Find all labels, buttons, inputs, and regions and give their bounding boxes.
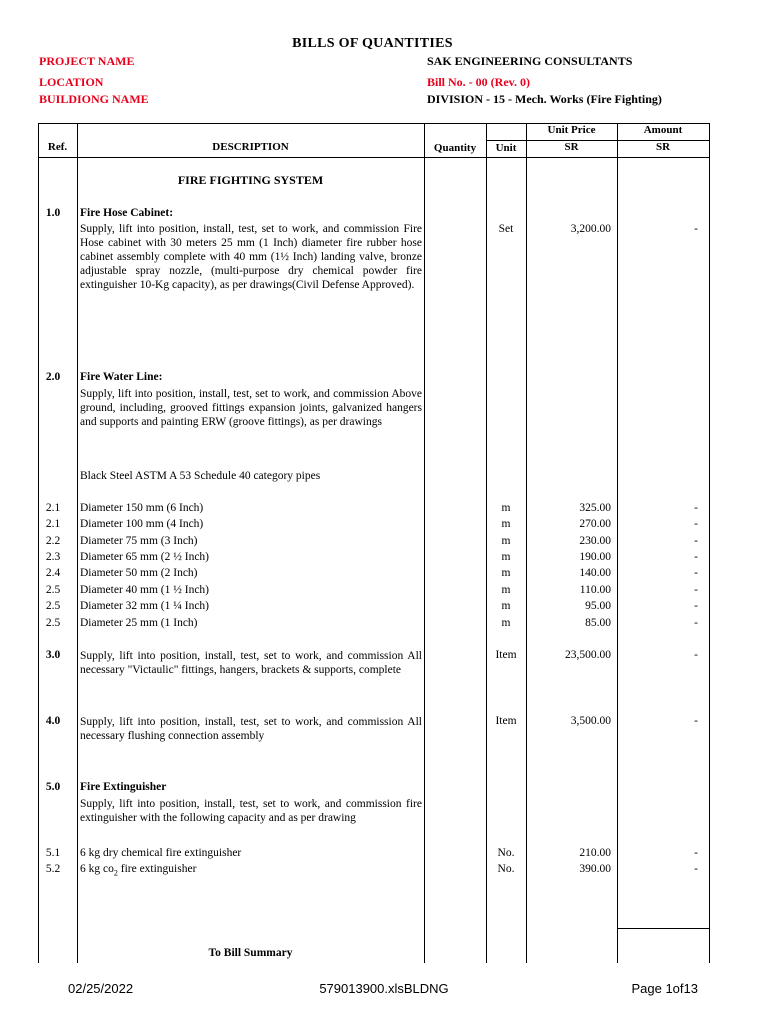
pipe-row-amount: - [694,617,698,629]
item-4-amount: - [694,715,698,727]
col-quantity: Quantity [433,142,477,154]
pipe-row-unit: m [501,617,511,629]
pipe-row-ref: 2.1 [45,518,61,530]
pipe-row-price: 110.00 [579,584,611,596]
pipe-row-amount: - [694,502,698,514]
pipe-row-ref: 2.1 [45,502,61,514]
item-5-2-desc-post: fire extinguisher [117,863,197,875]
item-2-description: Supply, lift into position, install, test, set to work, and commission Above ground, including, grooved fittings expansion joints, galvanized hangers and supports and painting ERW (groove fittings), as per drawings [80,388,422,428]
pipe-row-amount: - [694,567,698,579]
location-label: LOCATION [39,75,104,89]
item-5-2-desc-sub: 2 [113,868,118,878]
pipe-row-ref: 2.4 [45,567,61,579]
col-description: DESCRIPTION [212,141,289,153]
pipe-row-ref: 2.5 [45,600,61,612]
item-4-unit: Item [495,715,517,727]
pipe-row-desc: Diameter 50 mm (2 Inch) [80,567,198,579]
item-1-ref: 1.0 [45,207,61,219]
item-4-description: Supply, lift into position, install, test, set to work, and commission All necessary flushing connection assembly [80,716,422,742]
col-amount: Amount [643,124,683,136]
col-unit-price-currency: SR [564,141,579,153]
consultant-name: SAK ENGINEERING CONSULTANTS [427,54,633,68]
pipe-row-unit: m [501,502,511,514]
bill-number: Bill No. - 00 (Rev. 0) [427,75,530,89]
item-3-ref: 3.0 [45,649,61,661]
to-bill-summary: To Bill Summary [208,947,293,959]
project-name-label: PROJECT NAME [39,54,135,68]
pipe-row-desc: Diameter 150 mm (6 Inch) [80,502,204,514]
item-5-description: Supply, lift into position, install, test, set to work, and commission fire extinguisher with the following capacity and as per drawing [80,798,422,824]
pipe-row-desc: Diameter 75 mm (3 Inch) [80,535,198,547]
item-2-ref: 2.0 [45,371,61,383]
item-1-unit: Set [498,223,514,235]
item-5-2-amount: - [694,863,698,875]
col-amount-currency: SR [655,141,671,153]
pipe-row-unit: m [501,567,511,579]
item-1-amount: - [694,223,698,235]
item-5-ref: 5.0 [45,781,61,793]
item-2-heading: Fire Water Line: [80,371,163,383]
pipe-row-amount: - [694,535,698,547]
pipe-row-amount: - [694,600,698,612]
pipe-row-price: 190.00 [579,551,611,563]
pipe-row-unit: m [501,535,511,547]
pipe-row-desc: Diameter 40 mm (1 ½ Inch) [80,584,210,596]
item-3-amount: - [694,649,698,661]
division-title: DIVISION - 15 - Mech. Works (Fire Fighting) [427,92,662,106]
item-5-2-desc-pre: 6 kg co [80,863,114,875]
footer-date: 02/25/2022 [68,981,134,996]
pipe-row-price: 270.00 [579,518,611,530]
pipe-row-price: 95.00 [585,600,611,612]
pipe-row-desc: Diameter 65 mm (2 ½ Inch) [80,551,210,563]
pipe-row-desc: Diameter 100 mm (4 Inch) [80,518,204,530]
pipe-row-ref: 2.5 [45,617,61,629]
pipe-row-ref: 2.3 [45,551,61,563]
building-name-label: BUILDIONG NAME [39,92,149,106]
item-1-description: Supply, lift into position, install, test, set to work, and commission Fire Hose cabinet with 30 meters 25 mm (1 Inch) diameter fire rubber hose cabinet assembly complete with 40 mm (1½ Inch) landing valve, bronze adjustable spray nozzle, (multi-purpose dry chemical powder fire extinguisher 10-Kg capacity), as per drawings(Civil Defense Approved). [80,223,422,291]
pipe-row-unit: m [501,518,511,530]
item-1-price: 3,200.00 [570,223,611,235]
item-4-ref: 4.0 [45,715,61,727]
col-unit-price: Unit Price [547,124,596,136]
pipe-row-ref: 2.2 [45,535,61,547]
pipe-row-amount: - [694,584,698,596]
pipe-row-price: 230.00 [579,535,611,547]
item-5-2-unit: No. [497,863,515,875]
item-5-1-amount: - [694,847,698,859]
item-3-unit: Item [495,649,517,661]
item-4-price: 3,500.00 [570,715,611,727]
pipe-row-amount: - [694,551,698,563]
section-title: FIRE FIGHTING SYSTEM [177,173,324,187]
item-5-2-desc [80,863,422,877]
pipe-row-price: 325.00 [579,502,611,514]
item-5-1-unit: No. [497,847,515,859]
item-3-price: 23,500.00 [565,649,611,661]
pipe-row-desc: Diameter 32 mm (1 ¼ Inch) [80,600,210,612]
item-5-heading: Fire Extinguisher [80,781,167,793]
pipe-row-price: 85.00 [585,617,611,629]
item-5-1-ref: 5.1 [45,847,61,859]
pipe-row-unit: m [501,600,511,612]
col-unit: Unit [495,142,517,154]
pipe-row-price: 140.00 [579,567,611,579]
pipe-row-ref: 2.5 [45,584,61,596]
item-2-note: Black Steel ASTM A 53 Schedule 40 category pipes [80,470,321,482]
item-5-1-price: 210.00 [579,847,611,859]
pipe-row-desc: Diameter 25 mm (1 Inch) [80,617,198,629]
col-ref: Ref. [47,141,68,153]
item-5-2-price: 390.00 [579,863,611,875]
item-5-2-ref: 5.2 [45,863,61,875]
footer-file: 579013900.xlsBLDNG [319,981,449,996]
pipe-row-unit: m [501,584,511,596]
item-5-1-desc: 6 kg dry chemical fire extinguisher [80,847,242,859]
item-3-description: Supply, lift into position, install, test, set to work, and commission All necessary "Victaulic" fittings, hangers, brackets & supports, complete [80,650,422,676]
pipe-row-unit: m [501,551,511,563]
document-title: BILLS OF QUANTITIES [292,36,453,51]
item-1-heading: Fire Hose Cabinet: [80,207,174,219]
pipe-row-amount: - [694,518,698,530]
footer-page: Page 1of13 [631,981,698,996]
